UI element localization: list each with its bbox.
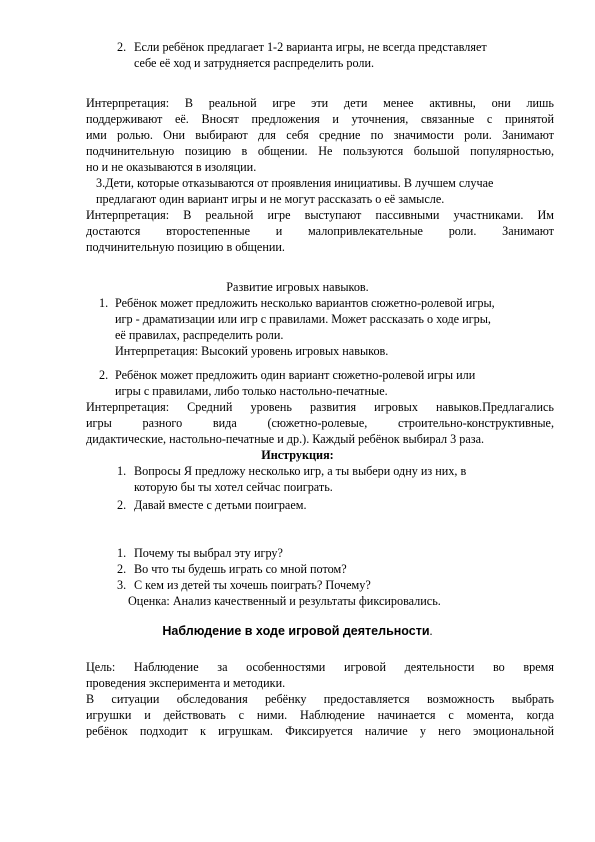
paragraph-line: Ребёнок может предложить несколько вариантов сюжетно-ролевой игры, — [115, 296, 495, 310]
paragraph-line: 3.Дети, которые отказываются от проявления инициативы. В лучшем случае — [96, 176, 494, 190]
heading-period: . — [429, 624, 433, 638]
list-number: 2. — [117, 498, 127, 512]
paragraph-line: её правилах, распределить роли. — [115, 328, 284, 342]
list-number: 3. — [117, 578, 127, 592]
question-item: С кем из детей ты хочешь поиграть? Почему? — [134, 578, 371, 592]
paragraph-line: игры с правилами, либо только настольно-печатные. — [115, 384, 388, 398]
paragraph-line: подчинительную позицию в общении. Не пользуются большой популярностью, — [86, 144, 554, 158]
list-number: 1. — [117, 546, 127, 560]
paragraph-line: Если ребёнок предлагает 1-2 варианта игры, не всегда представляет — [134, 40, 487, 54]
paragraph-line: предлагают один вариант игры и не могут рассказать о её замысле. — [96, 192, 445, 206]
paragraph-line: ребёнок подходит к игрушкам. Фиксируется наличие у него эмоциональной — [86, 724, 554, 738]
list-number: 2. — [117, 562, 127, 576]
list-number: 1. — [99, 296, 109, 310]
paragraph-line: Вопросы Я предложу несколько игр, а ты выбери одну из них, в — [134, 464, 467, 478]
paragraph-line: В ситуации обследования ребёнку предоставляется возможность выбрать — [86, 692, 554, 706]
paragraph-line: ими ролью. Они выбирают для себя средние по значимости роли. Занимают — [86, 128, 554, 142]
paragraph-line: Интерпретация: В реальной игре выступают пассивными участниками. Им — [86, 208, 554, 222]
paragraph-line: игрушки и действовать с ними. Наблюдение начинается с момента, когда — [86, 708, 554, 722]
paragraph-line: Интерпретация: Высокий уровень игровых навыков. — [115, 344, 389, 358]
paragraph-line: дидактические, настольно-печатные и др.). Каждый ребёнок выбирал 3 раза. — [86, 432, 485, 446]
paragraph-line: Ребёнок может предложить один вариант сюжетно-ролевой игры или — [115, 368, 476, 382]
list-number: 2. — [117, 40, 127, 54]
paragraph-line: игры разного вида (сюжетно-ролевые, строительно-конструктивные, — [86, 416, 554, 430]
page-heading — [0, 624, 595, 639]
paragraph-line: но и не оказываются в изоляции. — [86, 160, 257, 174]
paragraph-line: поддерживают её. Вносят предложения и уточнения, связанные с принятой — [86, 112, 554, 126]
section-title: Инструкция: — [261, 448, 334, 462]
paragraph-line: игр - драматизации или игр с правилами. Может рассказать о ходе игры, — [115, 312, 491, 326]
paragraph-line: проведения эксперимента и методики. — [86, 676, 286, 690]
paragraph-line: достаются второстепенные и малопривлекательные роли. Занимают — [86, 224, 554, 238]
question-item: Во что ты будешь играть со мной потом? — [134, 562, 347, 576]
paragraph-line: подчинительную позицию в общении. — [86, 240, 285, 254]
paragraph-line: Интерпретация: Средний уровень развития игровых навыков.Предлагались — [86, 400, 554, 414]
assessment-line: Оценка: Анализ качественный и результаты фиксировались. — [128, 594, 441, 608]
list-number: 1. — [117, 464, 127, 478]
paragraph-line: себе её ход и затрудняется распределить роли. — [134, 56, 375, 70]
question-item: Почему ты выбрал эту игру? — [134, 546, 283, 560]
heading-text: Наблюдение в ходе игровой деятельности — [162, 624, 430, 638]
section-title: Развитие игровых навыков. — [226, 280, 369, 294]
paragraph-line: Давай вместе с детьми поиграем. — [134, 498, 307, 512]
paragraph-line: которую бы ты хотел сейчас поиграть. — [134, 480, 333, 494]
paragraph-line: Цель: Наблюдение за особенностями игровой деятельности во время — [86, 660, 554, 674]
list-number: 2. — [99, 368, 109, 382]
paragraph-line: Интерпретация: В реальной игре эти дети менее активны, они лишь — [86, 96, 554, 110]
